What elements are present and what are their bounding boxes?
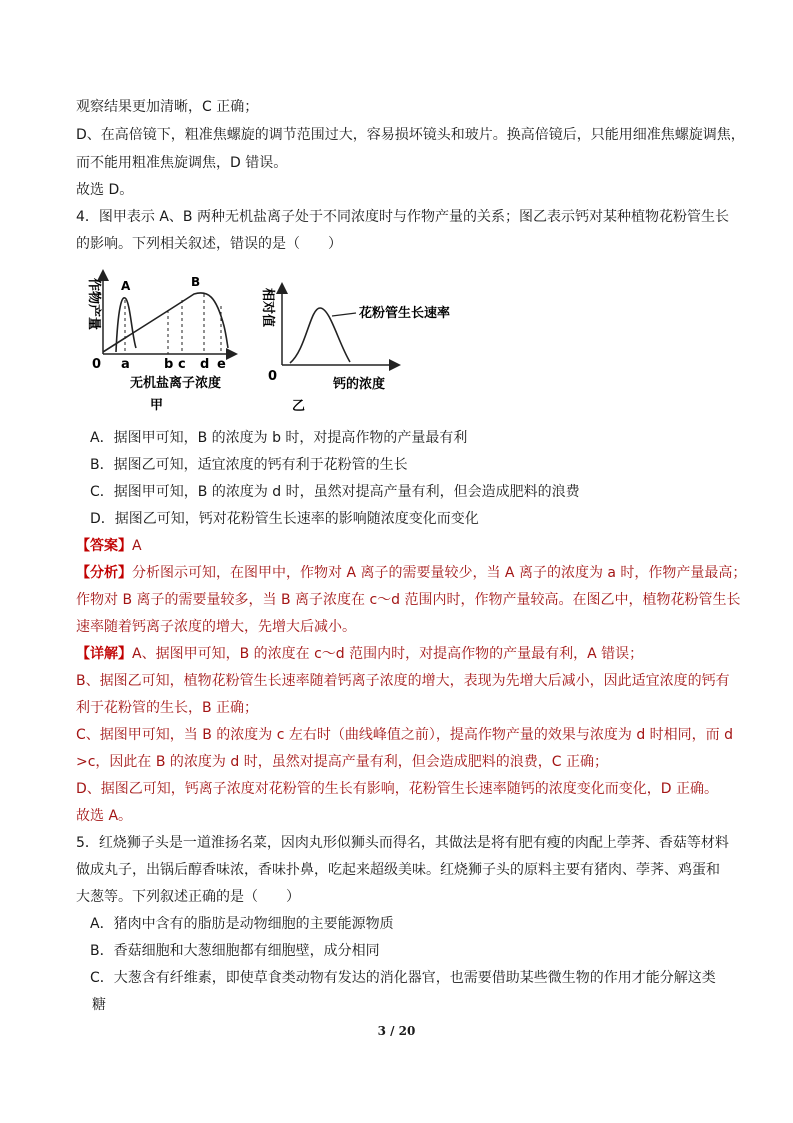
- tick-e: e: [217, 357, 226, 372]
- curve-a-label: A: [121, 279, 131, 293]
- text-line: 观察结果更加清晰，C 正确；: [76, 99, 259, 115]
- question-5-stem: 做成丸子，出锅后醇香味浓，香味扑鼻，吃起来超级美味。红烧狮子头的原料主要有猪肉、荸荠、鸡蛋和: [76, 862, 720, 878]
- option-c: C．大葱含有纤维素，即使草食类动物有发达的消化器官，也需要借助某些微生物的作用才能分解这类: [90, 970, 716, 986]
- analysis-line: 速率随着钙离子浓度的增大，先增大后减小。: [76, 619, 356, 635]
- origin-label: 0: [268, 369, 278, 384]
- text-line: 而不能用粗准焦旋调焦，D 错误。: [76, 155, 288, 171]
- tick-d: d: [200, 357, 210, 372]
- figure-caption: 乙: [292, 399, 306, 414]
- curve-a: [116, 298, 136, 352]
- detail-line: >c，因此在 B 的浓度为 d 时，虽然对提高产量有利，但会造成肥料的浪费，C 正确；: [76, 754, 608, 770]
- tick-c: c: [178, 357, 186, 372]
- analysis-text: 分析图示可知，在图甲中，作物对 A 离子的需要量较少，当 A 离子的浓度为 a 时，作物产量最高；: [132, 565, 747, 581]
- option-a: A．猪肉中含有的脂肪是动物细胞的主要能源物质: [90, 916, 394, 932]
- detail-line: [76, 644, 643, 664]
- figure-jia: [78, 266, 243, 416]
- detail-line: 利于花粉管的生长，B 正确；: [76, 700, 259, 716]
- curve-b-label: B: [191, 275, 201, 289]
- option-b: B．据图乙可知，适宜浓度的钙有利于花粉管的生长: [90, 457, 408, 473]
- growth-rate-curve: [290, 308, 350, 363]
- text-line: D、在高倍镜下，粗准焦螺旋的调节范围过大，容易损坏镜头和玻片。换高倍镜后，只能用细准焦螺旋调焦，: [76, 127, 745, 143]
- label-pointer: [332, 313, 356, 316]
- detail-line: 故选 A。: [76, 808, 133, 824]
- x-axis-label: 钙的浓度: [333, 377, 386, 392]
- detail-line: B、据图乙可知，植物花粉管生长速率随着钙离子浓度的增大，表现为先增大后减小，因此适宜浓度的钙有: [76, 673, 730, 689]
- analysis-tag: 【分析】: [76, 565, 132, 581]
- origin-label: 0: [92, 357, 102, 372]
- x-axis-label: 无机盐离子浓度: [130, 376, 222, 391]
- option-d: D．据图乙可知，钙对花粉管生长速率的影响随浓度变化而变化: [90, 511, 479, 527]
- curve-label: 花粉管生长速率: [359, 306, 451, 321]
- y-axis-label: 作物产量: [86, 278, 101, 331]
- option-c: C．据图甲可知，B 的浓度为 d 时，虽然对提高产量有利，但会造成肥料的浪费: [90, 484, 580, 500]
- analysis-line: [76, 563, 746, 583]
- text-line: 故选 D。: [76, 182, 134, 198]
- question-5-stem: 5．红烧狮子头是一道淮扬名菜，因肉丸形似狮头而得名，其做法是将有肥有瘦的肉配上荸荠、香菇等材料: [76, 835, 729, 851]
- option-b: B．香菇细胞和大葱细胞都有细胞壁，成分相同: [90, 943, 380, 959]
- figure-yi: [258, 280, 488, 415]
- answer-tag: 【答案】: [76, 538, 132, 554]
- detail-line: D、据图乙可知，钙离子浓度对花粉管的生长有影响，花粉管生长速率随钙的浓度变化而变化，D 正确。: [76, 781, 719, 797]
- answer-value: A: [132, 538, 142, 554]
- tick-a: a: [121, 357, 130, 372]
- question-5-stem: 大葱等。下列叙述正确的是（ ）: [76, 889, 300, 905]
- option-a: A．据图甲可知，B 的浓度为 b 时，对提高作物的产量最有利: [90, 430, 468, 446]
- question-4-stem: 的影响。下列相关叙述，错误的是（ ）: [76, 236, 342, 252]
- detail-text: A、据图甲可知，B 的浓度在 c～d 范围内时，对提高作物的产量最有利，A 错误；: [132, 646, 644, 662]
- y-axis-label: 相对值: [260, 288, 275, 328]
- figure-caption: 甲: [150, 398, 164, 413]
- tick-b: b: [164, 357, 174, 372]
- page-number: 3 / 20: [377, 1024, 416, 1038]
- option-c-continued: 糖: [92, 997, 106, 1013]
- detail-tag: 【详解】: [76, 646, 132, 662]
- analysis-line: 作物对 B 离子的需要量较多，当 B 离子浓度在 c～d 范围内时，作物产量较高。在图乙中，植物花粉管生长: [76, 592, 741, 608]
- detail-line: C、据图甲可知，当 B 的浓度为 c 左右时（曲线峰值之前），提高作物产量的效果与浓度为 d 时相同，而 d: [76, 727, 733, 743]
- answer-line: [76, 536, 142, 556]
- question-4-stem: 4．图甲表示 A、B 两种无机盐离子处于不同浓度时与作物产量的关系；图乙表示钙对某种植物花粉管生长: [76, 209, 729, 225]
